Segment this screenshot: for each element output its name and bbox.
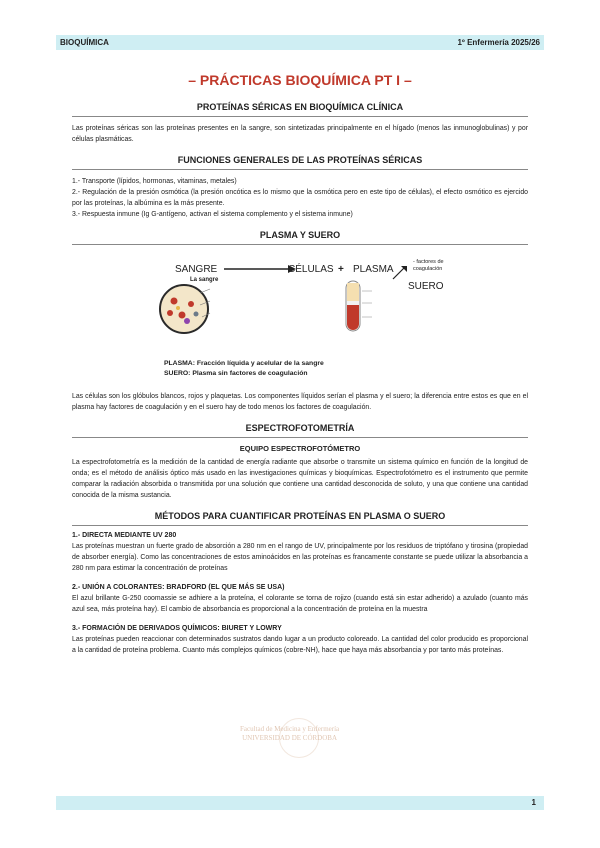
section-heading-funciones: FUNCIONES GENERALES DE LAS PROTEÍNAS SÉRICAS bbox=[177, 155, 423, 165]
label-la-sangre: La sangre bbox=[190, 277, 219, 283]
section-heading-plasma: PLASMA Y SUERO bbox=[259, 230, 341, 240]
section-heading-espectro: ESPECTROFOTOMETRÍA bbox=[245, 423, 355, 433]
page-number: 1 bbox=[531, 798, 536, 807]
divider bbox=[72, 437, 528, 438]
watermark-line1: Facultad de Medicina y Enfermería bbox=[240, 725, 340, 733]
paragraph-proteinas: Las proteínas séricas son las proteínas presentes en la sangre, son sintetizadas principalmente en el hígado (menos las inmunoglobulinas) y por células plasmáticas. bbox=[72, 125, 528, 143]
label-celulas: CÉLULAS bbox=[288, 264, 334, 275]
page-header bbox=[56, 35, 544, 50]
paragraph-espectro: La espectrofotometría es la medición de la cantidad de energía radiante que absorbe o transmite un sistema químico en función de la longitud de onda; es el método de análisis óptico más usado en las investigaciones químicas y bioquímicas. Espectrofotómetro es el instrumento que permite comparar la radiación absorbida o transmitida por una solución que contiene una cantidad desconocida de soluto, y una que contiene una cantidad conocida de la misma sustancia. bbox=[72, 459, 528, 499]
list-item: 1.- Transporte (lípidos, hormonas, vitaminas, metales) bbox=[72, 178, 237, 185]
subheading-equipo: EQUIPO ESPECTROFOTÓMETRO bbox=[239, 444, 361, 453]
label-factores: - factores de coagulación bbox=[413, 259, 444, 272]
watermark bbox=[240, 725, 339, 743]
test-tube-illustration bbox=[338, 279, 396, 335]
divider bbox=[72, 169, 528, 170]
section-heading-proteinas: PROTEÍNAS SÉRICAS EN BIOQUÍMICA CLÍNICA bbox=[196, 102, 404, 112]
header-subject: BIOQUÍMICA bbox=[60, 38, 109, 47]
method-text: El azul brillante G-250 coomassie se adhiere a la proteína, el colorante se torna de rojizo (cuando está sin estar adherido) a azulado (cuanto más azul sea, más proteína hay). El cambio de absorbancia es proporcional a la concentración de proteína en la muestra bbox=[72, 595, 528, 613]
header-course: 1º Enfermería 2025/26 bbox=[457, 38, 540, 47]
method-text: Las proteínas muestran un fuerte grado de absorción a 280 nm en el rango de UV, principalmente por los residuos de triptófano y tirosina (propiedad de absorber energía). Como las concentraciones de estos aminoácidos en las proteínas es francamente constante se puede utilizar la absorbancia a 280 nm para estimar la concentración de proteínas bbox=[72, 543, 528, 572]
label-plus: + bbox=[338, 264, 344, 275]
caption-plasma: PLASMA: Fracción líquida y acelular de la sangre bbox=[164, 360, 324, 367]
page-footer bbox=[56, 796, 544, 810]
arrow-icon bbox=[222, 259, 297, 275]
document-body bbox=[72, 62, 528, 666]
divider bbox=[72, 244, 528, 245]
method-text: Las proteínas pueden reaccionar con determinados sustratos dando lugar a un producto coloreado. La cantidad del color producido es proporcional a la cantidad de proteína problema. Cuanto más complejos químicos (cobre-NH), hace que haya más absorbancia y por tanto más proteínas. bbox=[72, 636, 528, 654]
list-item: 2.- Regulación de la presión osmótica (la presión oncótica es lo mismo que la osmótica pero en este tipo de células), el efecto osmótico es ejercido por las proteínas, la albúmina es la más presente. bbox=[72, 189, 528, 207]
plasma-suero-diagram bbox=[72, 251, 528, 387]
method-title: 1.- DIRECTA MEDIANTE UV 280 bbox=[72, 532, 177, 539]
page-title: – PRÁCTICAS BIOQUÍMICA PT I – bbox=[188, 72, 412, 88]
label-plasma: PLASMA bbox=[353, 264, 394, 275]
method-title: 2.- UNIÓN A COLORANTES: BRADFORD (EL QUE MÁS SE USA) bbox=[72, 584, 285, 591]
funciones-list bbox=[72, 176, 528, 220]
method-title: 3.- FORMACIÓN DE DERIVADOS QUÍMICOS: BIURET Y LOWRY bbox=[72, 625, 282, 632]
divider bbox=[72, 525, 528, 526]
section-heading-metodos: MÉTODOS PARA CUANTIFICAR PROTEÍNAS EN PLASMA O SUERO bbox=[154, 511, 446, 521]
caption-suero: SUERO: Plasma sin factores de coagulación bbox=[164, 370, 308, 377]
label-suero: SUERO bbox=[408, 281, 444, 292]
paragraph-plasma: Las células son los glóbulos blancos, rojos y plaquetas. Los componentes líquidos serían el plasma y el suero; la diferencia entre estos es que en el plasma hay factores de coagulación y en el suero hay de todo menos los factores de coagulación. bbox=[72, 393, 528, 411]
watermark-line2: UNIVERSIDAD DE CÓRDOBA bbox=[242, 734, 337, 742]
list-item: 3.- Respuesta inmune (Ig G-antígeno, activan el sistema complemento y el sistema inmune) bbox=[72, 211, 353, 218]
label-sangre: SANGRE bbox=[175, 264, 218, 275]
blood-cells-illustration bbox=[156, 275, 232, 335]
divider bbox=[72, 116, 528, 117]
